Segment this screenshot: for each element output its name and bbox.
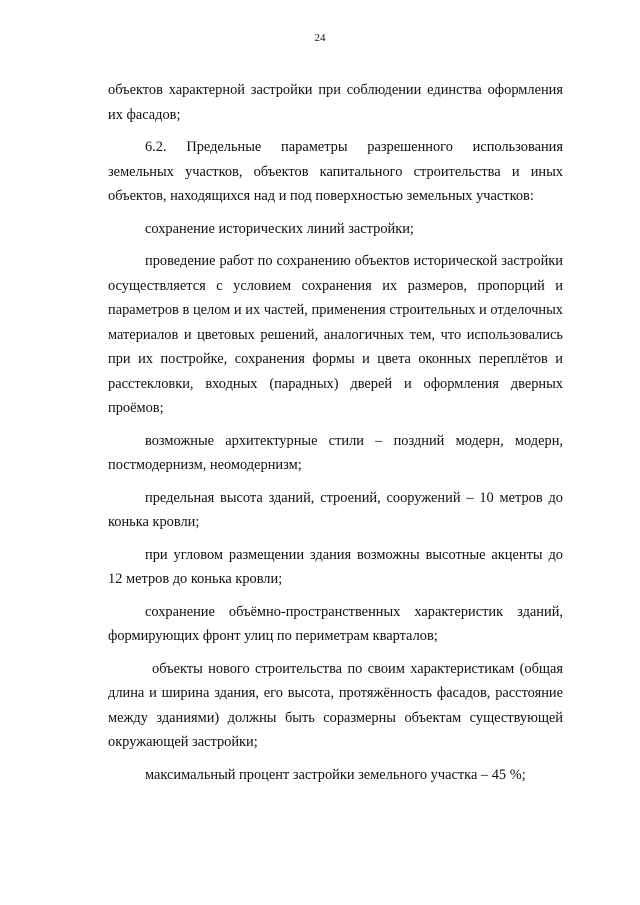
- paragraph-continuation: объектов характерной застройки при соблюдении единства оформления их фасадов;: [108, 82, 563, 123]
- page-number: 24: [314, 32, 326, 44]
- paragraph-corner-accents: при угловом размещении здания возможны высотные акценты до 12 метров до конька кровли;: [108, 546, 563, 587]
- paragraph-architectural-styles: возможные архитектурные стили – поздний модерн, модерн, постмодернизм, неомодернизм;: [108, 432, 563, 473]
- paragraph-max-height: предельная высота зданий, строений, сооружений – 10 метров до конька кровли;: [108, 489, 563, 530]
- paragraph-historic-lines: сохранение исторических линий застройки;: [145, 220, 414, 237]
- paragraph-section-6-2: 6.2. Предельные параметры разрешенного использования земельных участков, объектов капитального строительства и иных объектов, находящихся над и под поверхностью земельных участков:: [108, 139, 563, 204]
- paragraph-preservation-works: проведение работ по сохранению объектов исторической застройки осуществляется с условием сохранения их размеров, пропорций и параметров в целом и их частей, применения строительных и отделочных материалов и цветовых решений, аналогичных тем, что использовались при их постройке, сохранения формы и цвета оконных переплётов и расстекловки, входных (парадных) дверей и оформления дверных проёмов;: [108, 253, 563, 416]
- paragraph-volume-characteristics: сохранение объёмно-пространственных характеристик зданий, формирующих фронт улиц по периметрам кварталов;: [108, 603, 563, 644]
- paragraph-max-coverage: максимальный процент застройки земельного участка – 45 %;: [145, 766, 526, 783]
- paragraph-new-construction: объекты нового строительства по своим характеристикам (общая длина и ширина здания, его высота, протяжённость фасадов, расстояние между зданиями) должны быть соразмерны объектам существующей окружающей застройки;: [108, 660, 563, 750]
- page-body: [108, 78, 563, 795]
